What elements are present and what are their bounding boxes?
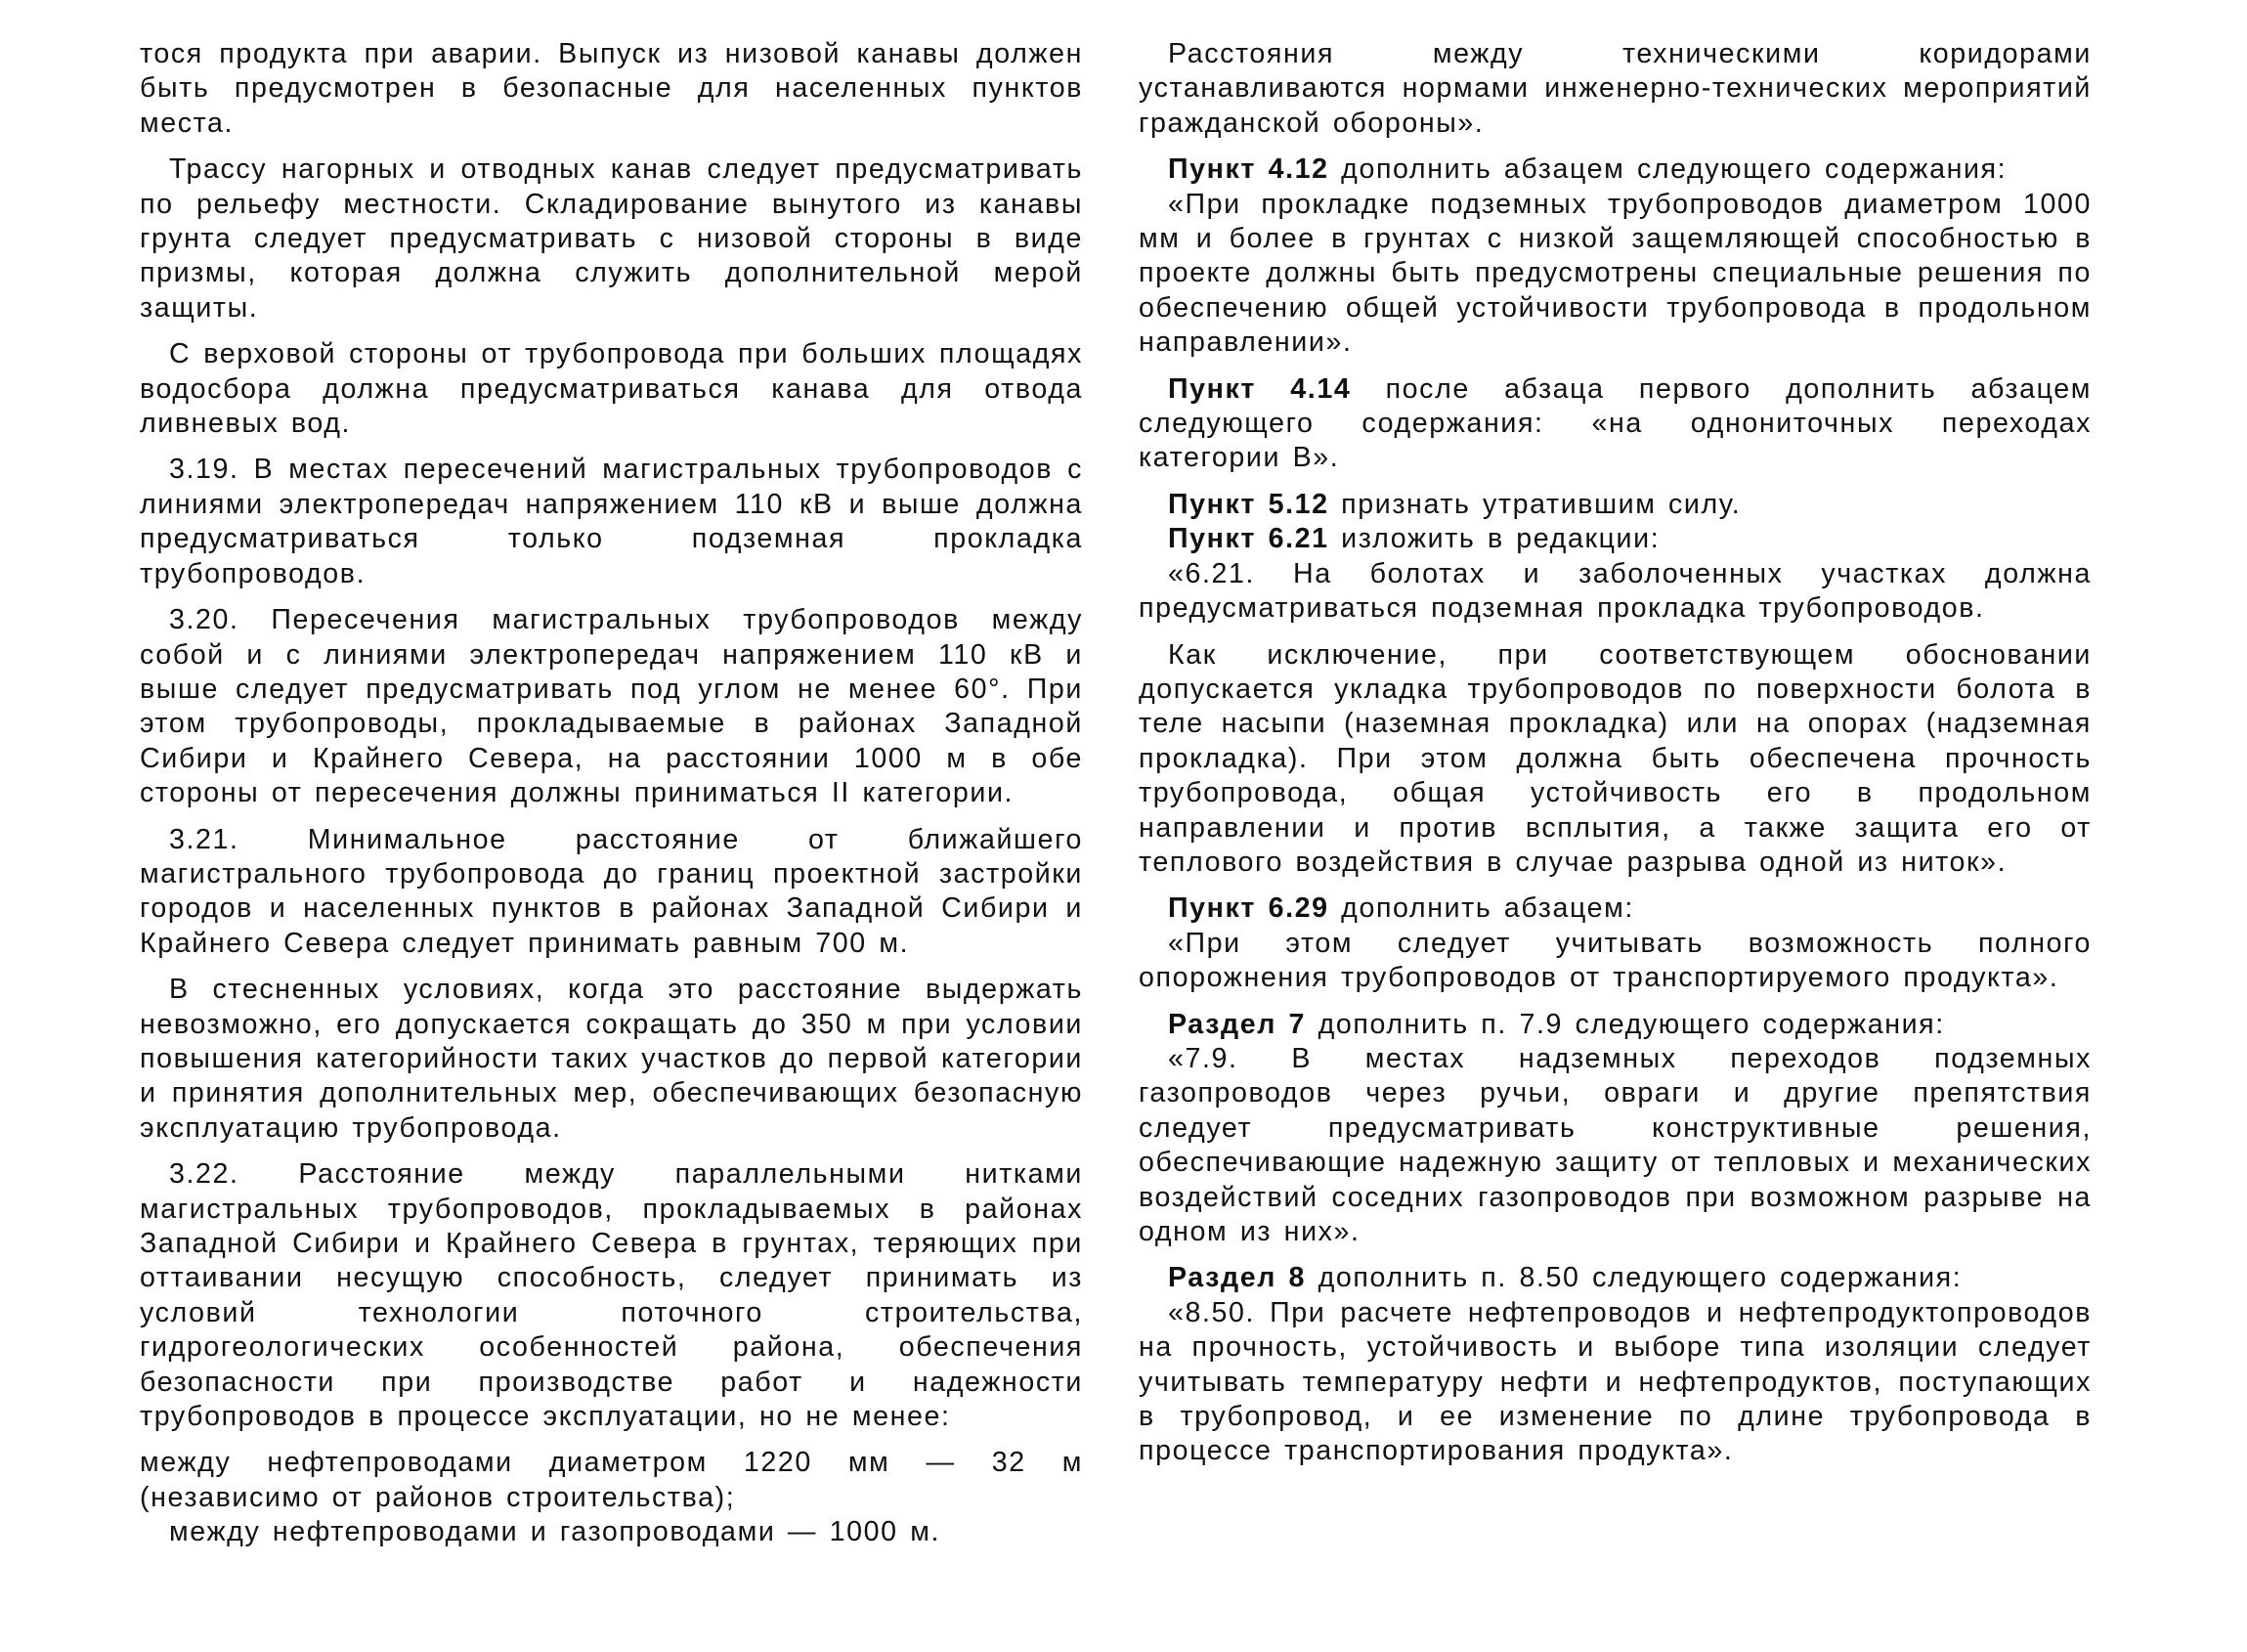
paragraph-r7 <box>1139 638 2092 881</box>
paragraph-body: дополнить абзацем следующего содержания: <box>1328 153 2008 186</box>
paragraph-body: признать утратившим силу. <box>1328 488 1742 520</box>
paragraph-l3: 3.19. В местах пересечений магистральных трубопроводов с линиями электропередач напряжением 110 кВ и выше должна предусматриваться только подземная прокладка трубопроводов. <box>140 454 1083 589</box>
paragraph-body: после абзаца первого дополнить абзацем следующего содержания: «на однониточных переходах категории В». <box>1139 372 2092 474</box>
paragraph-r2 <box>1139 188 2092 361</box>
paragraph-body: Как исключение, при соответствующем обосновании допускается укладка трубопроводов по поверхности болота в теле насыпи (наземная прокладка) или на опорах (надземная прокладка). При этом должна быть обеспечена прочность трубопровода, общая устойчивость его в продольном направлении и против всплытия, а также защита его от теплового воздействия в случае разрыва одной из ниток». <box>1139 638 2092 878</box>
paragraph-l4: 3.20. Пересечения магистральных трубопроводов между собой и с линиями электропередач напряжением 110 кВ и выше следует предусматривать под углом не менее 60°. При этом трубопроводы, прокладываемые в районах Западной Сибири и Крайнего Севера, на расстоянии 1000 м в обе стороны от пересечения должны приниматься II категории. <box>140 604 1083 809</box>
paragraph-l2: С верховой стороны от трубопровода при больших площадях водосбора должна предусматриваться канава для отвода ливневых вод. <box>140 338 1083 440</box>
paragraph-l1: Трассу нагорных и отводных канав следует предусматривать по рельефу местности. Складирование вынутого из канавы грунта следует предусматривать с низовой стороны в виде призмы, которая должна служить дополнительной мерой защиты. <box>140 153 1083 324</box>
paragraph-lead: Раздел 8 <box>1168 1262 1307 1294</box>
paragraph-r8 <box>1139 891 2092 926</box>
paragraph-r6 <box>1139 557 2092 627</box>
paragraph-l7: 3.22. Расстояние между параллельными нитками магистральных трубопроводов, прокладываемых в районах Западной Сибири и Крайнего Севера в грунтах, теряющих при оттаивании несущую способность, следует принимать из условий технологии поточного строительства, гидрогеологических особенностей района, обеспечения безопасности при производстве работ и надежности трубопроводов в процессе эксплуатации, но не менее: <box>140 1158 1083 1433</box>
paragraph-r4 <box>1139 488 2092 522</box>
paragraph-lead: Пункт 4.14 <box>1168 372 1352 405</box>
paragraph-r1 <box>1139 152 2092 187</box>
paragraph-body: «6.21. На болотах и заболоченных участках должна предусматриваться подземная прокладка трубопроводов. <box>1139 557 2092 625</box>
paragraph-body: «7.9. В местах надземных переходов подземных газопроводов через ручьи, овраги и другие препятствия следует предусматривать конструктивные решения, обеспечивающие надежную защиту от тепловых и механических воздействий соседних газопроводов при возможном разрыве на одном из них». <box>1139 1042 2092 1247</box>
paragraph-l5: 3.21. Минимальное расстояние от ближайшего магистрального трубопровода до границ проектной застройки городов и населенных пунктов в районах Западной Сибири и Крайнего Севера следует принимать равным 700 м. <box>140 823 1083 959</box>
paragraph-body: Расстояния между техническими коридорами устанавливаются нормами инженерно-технических мероприятий гражданской обороны». <box>1139 38 2092 139</box>
paragraph-lead: Пункт 4.12 <box>1168 153 1329 186</box>
paragraph-r13 <box>1139 1296 2092 1469</box>
paragraph-lead: Пункт 5.12 <box>1168 488 1329 520</box>
paragraph-r12 <box>1139 1261 2092 1295</box>
paragraph-body: «8.50. При расчете нефтепроводов и нефтепродуктопроводов на прочность, устойчивость и выборе типа изоляции следует учитывать температуру нефти и нефтепродуктов, поступающих в трубопровод, и ее изменение по длине трубопровода в процессе транспортирования продукта». <box>1139 1296 2092 1467</box>
paragraph-body: изложить в редакции: <box>1328 523 1661 555</box>
paragraph-lead: Пункт 6.21 <box>1168 523 1329 555</box>
paragraph-l6: В стесненных условиях, когда это расстояние выдержать невозможно, его допускается сокращать до 350 м при условии повышения категорийности таких участков до первой категории и принятия дополнительных мер, обеспечивающих безопасную эксплуатацию трубопровода. <box>140 974 1083 1144</box>
paragraph-r9 <box>1139 927 2092 996</box>
paragraph-body: дополнить п. 8.50 следующего содержания: <box>1306 1262 1963 1294</box>
paragraph-body: «При этом следует учитывать возможность полного опорожнения трубопроводов от транспортируемого продукта». <box>1139 927 2092 994</box>
paragraph-lead: Пункт 6.29 <box>1168 892 1329 925</box>
paragraph-r11 <box>1139 1042 2092 1249</box>
paragraph-body: дополнить абзацем: <box>1328 892 1634 925</box>
paragraph-r0 <box>1139 37 2092 141</box>
paragraph-r10 <box>1139 1008 2092 1042</box>
paragraph-body: «При прокладке подземных трубопроводов диаметром 1000 мм и более в грунтах с низкой защемляющей способностью в проекте должны быть предусмотрены специальные решения по обеспечению общей устойчивости трубопровода в продольном направлении». <box>1139 188 2092 359</box>
paragraph-r3 <box>1139 372 2092 476</box>
paragraph-l9: между нефтепроводами и газопроводами — 1000 м. <box>169 1516 941 1548</box>
right-column <box>1139 37 2092 1481</box>
left-column <box>140 37 1083 1562</box>
paragraph-l0: тося продукта при аварии. Выпуск из низовой канавы должен быть предусмотрен в безопасные для населенных пунктов места. <box>140 38 1083 139</box>
paragraph-r5 <box>1139 522 2092 556</box>
paragraph-l8: между нефтепроводами диаметром 1220 мм — 32 м (независимо от районов строительства); <box>140 1447 1083 1513</box>
paragraph-body: дополнить п. 7.9 следующего содержания: <box>1306 1008 1945 1040</box>
paragraph-lead: Раздел 7 <box>1168 1008 1307 1040</box>
